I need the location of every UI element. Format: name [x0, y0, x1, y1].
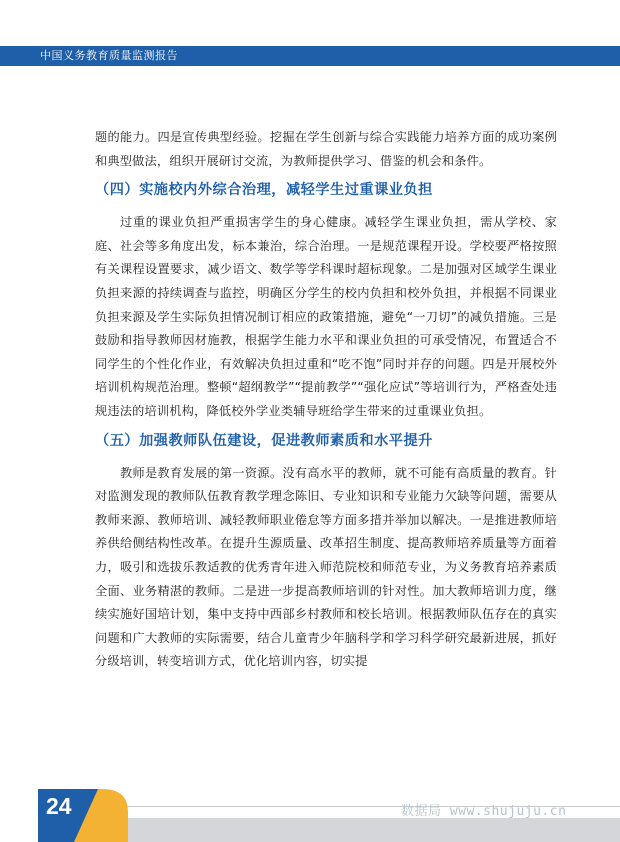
paragraph-teacher-development: 教师是教育发展的第一资源。没有高水平的教师，就不可能有高质量的教育。针对监测发现的教师队伍教育教学理念陈旧、专业知识和专业能力欠缺等问题，需要从教师来源、教师培训、减轻教师职业倦怠等方面多措并举加以解决。一是推进教师培养供给侧结构性改革。在提升生源质量、改革招生制度、提高教师培养质量等方面着力，吸引和选拔乐教适教的优秀青年进入师范院校和师范专业，为义务教育培养素质全面、业务精湛的教师。二是进一步提高教师培训的针对性。加大教师培训力度，继续实施好国培计划，集中支持中西部乡村教师和校长培训。根据教师队伍存在的真实问题和广大教师的实际需要，结合儿童青少年脑科学和学习科学研究最新进展，抓好分级培训，转变培训方式，优化培训内容，切实提	[95, 465, 557, 669]
section-heading-4: （四）实施校内外综合治理，减轻学生过重课业负担	[95, 182, 433, 199]
paragraph-burden-reduction: 过重的课业负担严重损害学生的身心健康。减轻学生课业负担，需从学校、家庭、社会等多角度出发，标本兼治，综合治理。一是规范课程开设。学校要严格按照有关课程设置要求，减少语文、数学等学科课时超标现象。二是加强对区域学生课业负担来源的持续调查与监控，明确区分学生的校内负担和校外负担，并根据不同课业负担来源及学生实际负担情况制订相应的政策措施，避免“一刀切”的减负措施。三是鼓励和指导教师因材施教，根据学生能力水平和课业负担的可承受情况，布置适合不同学生的个性化作业，有效解决负担过重和“吃不饱”同时并存的问题。四是开展校外培训机构规范治理。整顿“超纲教学”“提前教学”“强化应试”等培训行为，严格查处违规违法的培训机构，降低校外学业类辅导班给学生带来的过重课业负担。	[95, 215, 557, 418]
page-number: 24	[46, 793, 72, 819]
page-number-badge	[0, 0, 130, 842]
footer-band	[62, 818, 620, 842]
page-content	[95, 126, 557, 674]
report-title: 中国义务教育质量监测报告	[40, 49, 178, 62]
paragraph-continuation: 题的能力。四是宣传典型经验。挖掘在学生创新与综合实践能力培养方面的成功案例和典型做法，组织开展研讨交流，为教师提供学习、借鉴的机会和条件。	[95, 130, 557, 168]
watermark: 数据局 www.shujuju.cn	[401, 804, 567, 819]
section-heading-5: （五）加强教师队伍建设，促进教师素质和水平提升	[95, 432, 433, 449]
